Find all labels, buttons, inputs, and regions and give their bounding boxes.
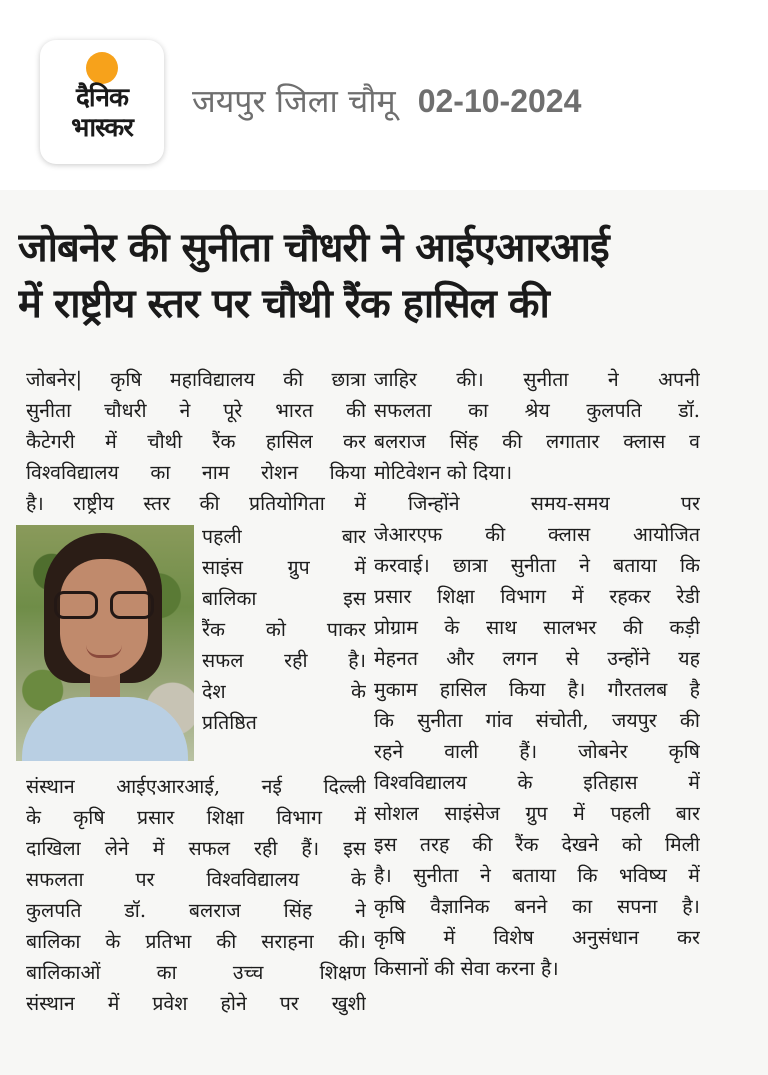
text-line: जिन्होंने समय-समय पर [408, 492, 700, 515]
text-line: संस्थान आईएआरआई, नई दिल्ली [26, 775, 366, 798]
text-line: बलराज सिंह की लगातार क्लास व [374, 430, 700, 453]
text-line: के कृषि प्रसार शिक्षा विभाग में [26, 806, 366, 829]
text-line: बालिकाओं का उच्च शिक्षण [26, 961, 366, 984]
text-line: सोशल साइंसेज ग्रुप में पहली बार [374, 802, 700, 825]
headline-line-2: में राष्ट्रीय स्तर पर चौथी रैंक हासिल की [18, 281, 549, 327]
text-line: बालिका इस [202, 587, 366, 610]
photo-section [26, 521, 366, 769]
text-line: सफल रही है। [202, 649, 366, 672]
edition-date: 02-10-2024 [417, 83, 582, 119]
article-headline [18, 220, 758, 332]
text-line: कैटेगरी में चौथी रैंक हासिल कर [26, 430, 366, 453]
text-line: दाखिला लेने में सफल रही हैं। इस [26, 837, 366, 860]
logo-text-line2: भास्कर [71, 113, 133, 143]
text-line: मेहनत और लगन से उन्होंने यह [374, 647, 700, 670]
text-line: बालिका के प्रतिभा की सराहना की। [26, 930, 366, 953]
sun-icon [86, 52, 118, 84]
text-line: प्रतिष्ठित [202, 711, 257, 734]
logo-text-line1: दैनिक [76, 83, 128, 113]
edition-place: जयपुर जिला चौमू [192, 82, 396, 120]
student-photo [16, 525, 194, 761]
text-line: कुलपति डॉ. बलराज सिंह ने [26, 899, 366, 922]
text-line: मुकाम हासिल किया है। गौरतलब है [374, 678, 700, 701]
text-line: विश्वविद्यालय के इतिहास में [374, 771, 700, 794]
text-line: रहने वाली हैं। जोबनेर कृषि [374, 740, 700, 763]
text-line: प्रसार शिक्षा विभाग में रहकर रेडी [374, 585, 700, 608]
text-line: करवाई। छात्रा सुनीता ने बताया कि [374, 554, 700, 577]
article-column-1 [26, 364, 366, 1019]
text-line: प्रोग्राम के साथ सालभर की कड़ी [374, 616, 700, 639]
text-line: पहली बार [202, 525, 366, 548]
text-line: है। राष्ट्रीय स्तर की प्रतियोगिता में [26, 492, 366, 515]
text-line: सफलता पर विश्वविद्यालय के [26, 868, 366, 891]
article-column-2 [374, 364, 700, 984]
headline-line-1: जोबनेर की सुनीता चौधरी ने आईएआरआई [18, 225, 609, 271]
column1-top-text [26, 364, 366, 519]
text-line: इस तरह की रैंक देखने को मिली [374, 833, 700, 856]
page-header [0, 0, 768, 190]
text-line: विश्वविद्यालय का नाम रोशन किया [26, 461, 366, 484]
text-line: देश के [202, 680, 366, 703]
text-line: जेआरएफ की क्लास आयोजित [374, 523, 700, 546]
text-line: कृषि वैज्ञानिक बनने का सपना है। [374, 895, 700, 918]
text-line: है। सुनीता ने बताया कि भविष्य में [374, 864, 700, 887]
text-line: सफलता का श्रेय कुलपति डॉ. [374, 399, 700, 422]
text-line: मोटिवेशन को दिया। [374, 461, 513, 484]
text-line: कृषि में विशेष अनुसंधान कर [374, 926, 700, 949]
text-line: किसानों की सेवा करना है। [374, 957, 559, 980]
dateline [192, 78, 581, 124]
text-line: रैंक को पाकर [202, 618, 366, 641]
text-line: साइंस ग्रुप में [202, 556, 366, 579]
dainik-bhaskar-logo [40, 40, 164, 164]
text-beside-photo [202, 521, 366, 738]
text-line: सुनीता चौधरी ने पूरे भारत की [26, 399, 366, 422]
column1-bottom-text [26, 771, 366, 1019]
text-line: संस्थान में प्रवेश होने पर खुशी [26, 992, 366, 1015]
text-line: जोबनेर| कृषि महाविद्यालय की छात्रा [26, 368, 366, 391]
text-line: कि सुनीता गांव संचोती, जयपुर की [374, 709, 700, 732]
text-line: जाहिर की। सुनीता ने अपनी [374, 368, 700, 391]
